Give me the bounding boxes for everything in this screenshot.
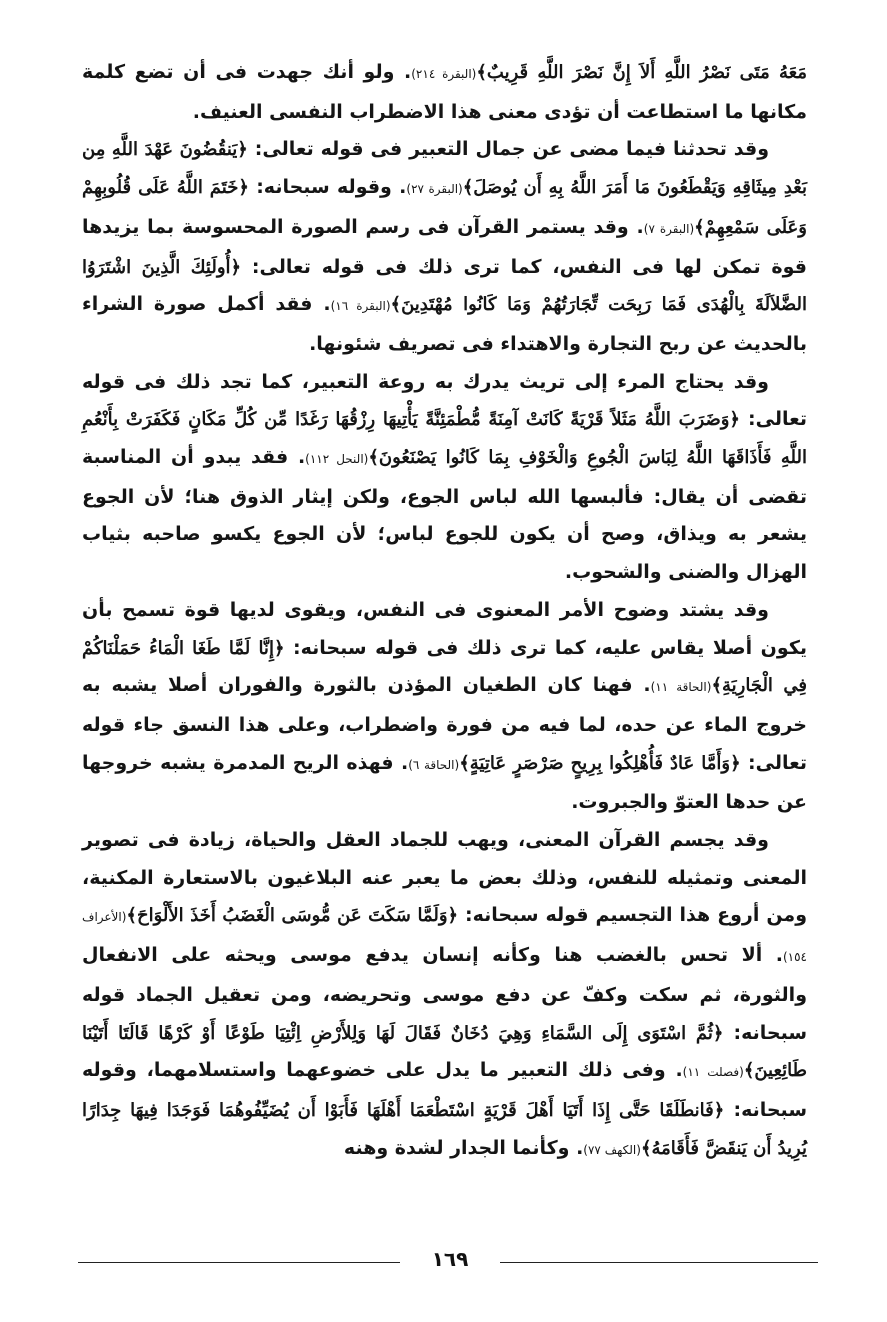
quran-verse: ﴿يَنقُضُونَ عَهْدَ اللَّهِ مِن بَعْدِ مِيثَاقِهِ وَيَقْطَعُونَ مَا أَمَرَ اللَّهُ بِهِ أَن يُوصَلَ﴾ xyxy=(82,139,807,199)
footer-rule-right xyxy=(500,1262,818,1263)
verse-reference: (النحل ١١٢) xyxy=(305,452,369,467)
paragraph-1 xyxy=(82,54,807,131)
quran-verse: ﴿وَأَمَّا عَادٌ فَأُهْلِكُوا بِرِيحٍ صَرْصَرٍ عَاتِيَةٍ﴾ xyxy=(459,752,741,774)
quran-verse: ﴿خَتَمَ اللَّهُ عَلَى قُلُوبِهِمْ وَعَلَى سَمْعِهِمْ﴾ xyxy=(82,177,807,238)
paragraph-text: . فقد أكمل صورة الشراء بالحديث عن ربح التجارة والاهتداء فى تصريف شئونها. xyxy=(82,293,807,355)
quran-verse: ﴿أُولَئِكَ الَّذِينَ اشْتَرَوُا الضَّلاَلَةَ بِالْهُدَى فَمَا رَبِحَت تِّجَارَتُهُمْ وَمَا كَانُوا مُهْتَدِينَ﴾ xyxy=(82,256,807,316)
paragraph-text: . وفى ذلك التعبير ما يدل على خضوعهما واستسلامهما، وقوله سبحانه: xyxy=(82,1059,808,1121)
verse-reference: (الكهف ٧٧) xyxy=(583,1142,641,1157)
paragraph-text: . وقد يستمر القرآن فى رسم الصورة المحسوسة بما يزيدها قوة تمكن لها فى النفس، كما ترى ذلك فى قوله تعالى: xyxy=(82,215,807,278)
verse-reference: (الحاقة ١١) xyxy=(650,680,712,695)
quran-verse: ﴿وَضَرَبَ اللَّهُ مَثَلاً قَرْيَةً كَانَتْ آمِنَةً مُّطْمَئِنَّةً يَأْتِيهَا رِزْقُهَا رَغَدًا مِّن كُلِّ مَكَانٍ فَكَفَرَتْ بِأَنْعُمِ اللَّهِ فَأَذَاقَهَا اللَّهُ لِبَاسَ الْجُوعِ وَالْخَوْفِ بِمَا كَانُوا يَصْنَعُونَ﴾ xyxy=(82,409,807,469)
paragraph-text: . ألا تحس بالغضب هنا وكأنه إنسان يدفع موسى ويحثه على الانفعال والثورة، ثم سكت وكفّ عن دفع موسى وتحريضه، ومن تعقيل الجماد قوله سبحانه: xyxy=(82,944,808,1044)
paragraph-text: . ولو أنك جهدت فى أن تضع كلمة مكانها ما استطاعت أن تؤدى معنى هذا الاضطراب النفسى العنيف. xyxy=(82,61,807,123)
footer-rule-left xyxy=(78,1262,400,1263)
verse-reference: (البقرة ١٦) xyxy=(330,299,391,314)
quran-verse: ﴿ثُمَّ اسْتَوَى إِلَى السَّمَاءِ وَهِيَ دُخَانٌ فَقَالَ لَهَا وَلِلأَرْضِ اِئْتِيَا طَوْعًا أَوْ كَرْهًا قَالَتَا أَتَيْنَا طَائِعِينَ﴾ xyxy=(82,1022,807,1082)
paragraph-text: . فهذه الريح المدمرة يشبه خروجها عن حدها العتوّ والجبروت. xyxy=(82,751,807,814)
quran-verse: ﴿وَلَمَّا سَكَتَ عَن مُّوسَى الْغَضَبُ أَخَذَ الأَلْوَاحَ﴾ xyxy=(126,905,459,927)
paragraph-3 xyxy=(82,364,807,592)
paragraph-text: وقد يجسم القرآن المعنى، ويهب للجماد العقل والحياة، زيادة فى تصوير المعنى وتمثيله للنفس، وذلك بعض ما يعبر عنه البلاغيون بالاستعارة المكنية، ومن أروع هذا التجسيم قوله سبحانه: xyxy=(82,829,808,927)
quran-verse: ﴿فَانطَلَقَا حَتَّى إِذَا أَتَيَا أَهْلَ قَرْيَةٍ اسْتَطْعَمَا أَهْلَهَا فَأَبَوْا أَن يُضَيِّفُوهُمَا فَوَجَدَا فِيهَا جِدَارًا يُرِيدُ أَن يَنقَضَّ فَأَقَامَهُ﴾ xyxy=(82,1099,807,1159)
paragraph-4 xyxy=(82,592,807,822)
paragraph-text: . فهنا كان الطغيان المؤذن بالثورة والفوران أصلا يشبه به خروج الماء عن حده، لما فيه من فورة واضطراب، وعلى هذا النسق جاء قوله تعالى: xyxy=(82,674,807,774)
paragraph-text: وقد تحدثنا فيما مضى عن جمال التعبير فى قوله تعالى: xyxy=(247,138,769,161)
quran-verse: ﴿إِنَّا لَمَّا طَغَا الْمَاءُ حَمَلْنَاكُمْ فِي الْجَارِيَةِ﴾ xyxy=(82,637,807,697)
paragraph-text: وقد يحتاج المرء إلى تريث يدرك به روعة التعبير، كما تجد ذلك فى قوله تعالى: xyxy=(82,370,807,431)
verse-reference: (البقرة ٢١٤) xyxy=(411,67,477,81)
verse-reference: (فصلت ١١) xyxy=(682,1065,744,1080)
quran-verse: مَعَهُ مَتَى نَصْرُ اللَّهِ أَلاَ إِنَّ نَصْرَ اللَّهِ قَرِيبٌ﴾ xyxy=(476,62,807,83)
body-text xyxy=(82,54,807,1169)
paragraph-text: . فقد يبدو أن المناسبة تقضى أن يقال: فألبسها الله لباس الجوع، ولكن إيثار الذوق هنا؛ لأن الجوع يشعر به ويذاق، وصح أن يكون للجوع لباس؛ لأن الجوع يكسو صاحبه بثياب الهزال والضنى والشحوب. xyxy=(82,446,807,584)
verse-reference: (البقرة ٧) xyxy=(643,221,695,236)
paragraph-text: وقد يشتد وضوح الأمر المعنوى فى النفس، ويقوى لديها قوة تسمح بأن يكون أصلا يقاس عليه، كما ترى ذلك فى قوله سبحانه: xyxy=(82,598,807,659)
page-number: ١٦٩ xyxy=(431,1247,469,1271)
verse-reference: (الحاقة ٦) xyxy=(408,757,460,772)
paragraph-2 xyxy=(82,131,807,363)
paragraph-5 xyxy=(82,822,807,1169)
verse-reference: (الأعراف ١٥٤) xyxy=(82,910,807,965)
paragraph-text: . وكأنما الجدار لشدة وهنه xyxy=(343,1136,584,1159)
verse-reference: (البقرة ٢٧) xyxy=(406,182,463,197)
paragraph-text: . وقوله سبحانه: xyxy=(248,176,407,199)
